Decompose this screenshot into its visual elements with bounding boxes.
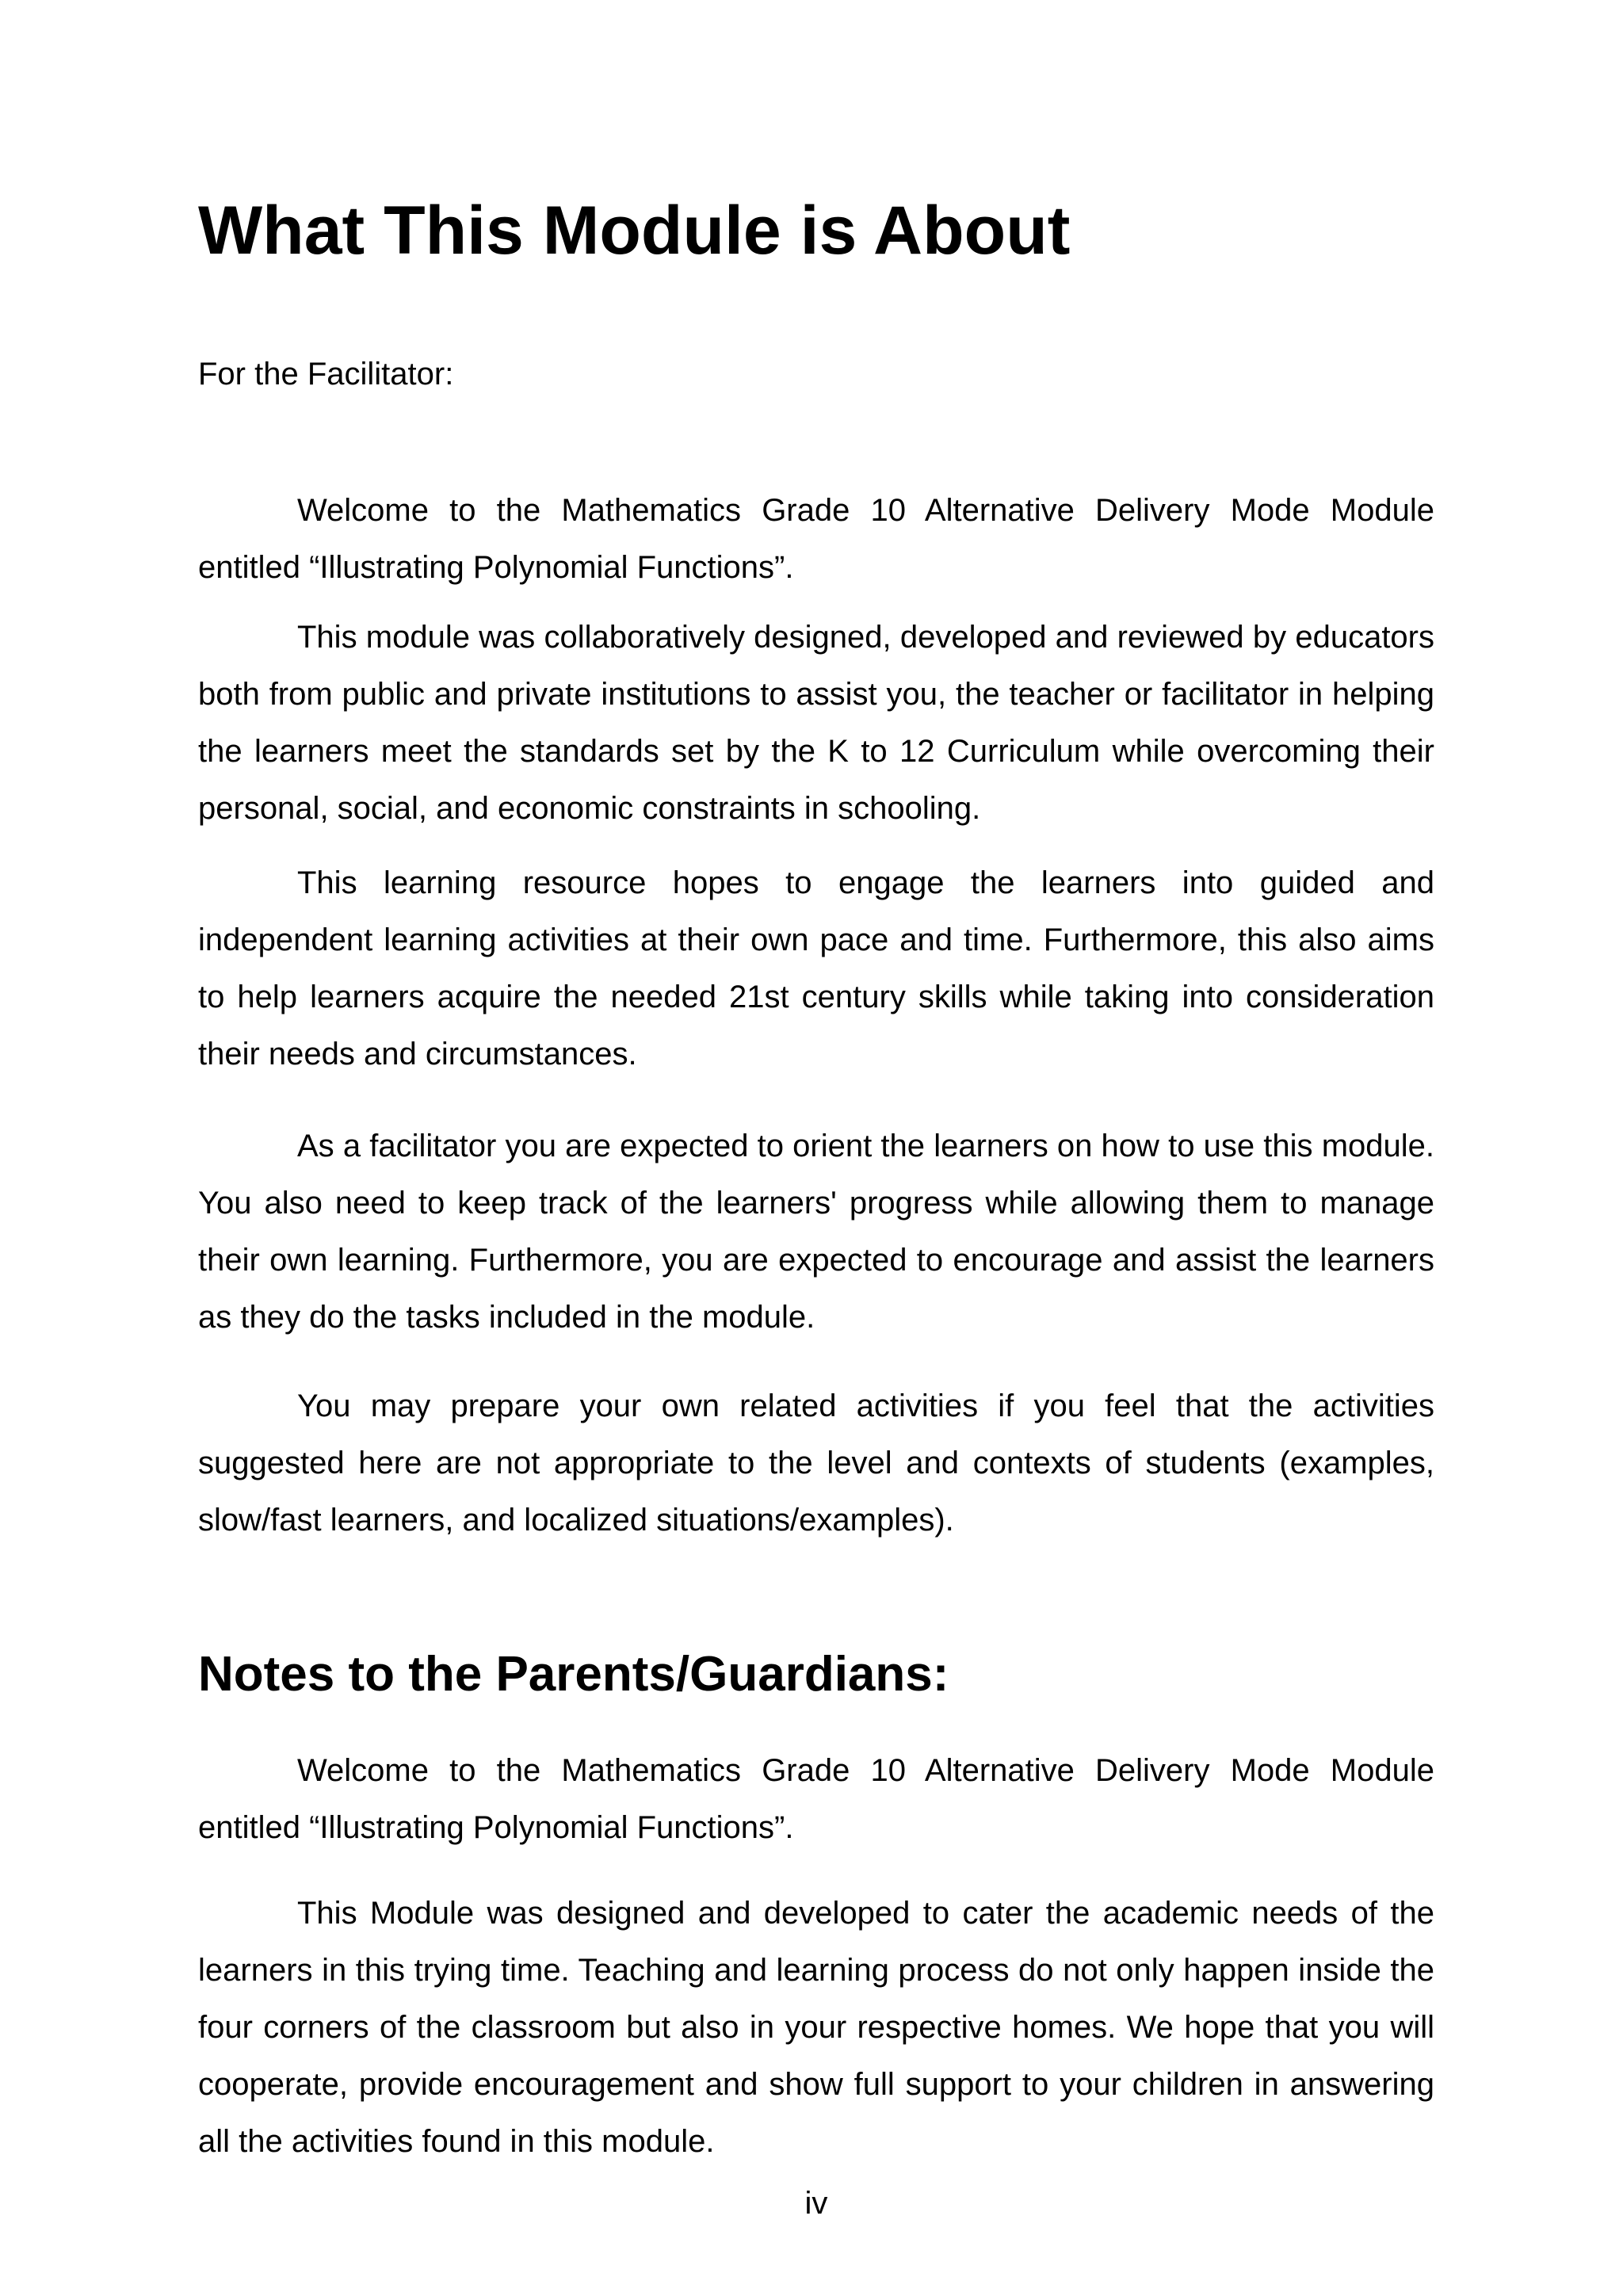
parents-paragraph-welcome: Welcome to the Mathematics Grade 10 Alternative Delivery Mode Module entitled “Illustrating Polynomial Functions”. — [198, 1753, 1434, 1845]
page-number: iv — [804, 2186, 828, 2221]
parents-section-title: Notes to the Parents/Guardians: — [198, 1647, 949, 1702]
facilitator-label: For the Facilitator: — [198, 357, 454, 392]
document-page — [198, 0, 1434, 2296]
facilitator-paragraph-activities: You may prepare your own related activities if you feel that the activities suggested here are not appropriate to the level and contexts of students (examples, slow/fast learners, and localized situations/examples). — [198, 1389, 1434, 1538]
parents-paragraph-support: This Module was designed and developed to cater the academic needs of the learners in this trying time. Teaching and learning process do not only happen inside the four corners of the classroom but also in your respective homes. We hope that you will cooperate, provide encouragement and show full support to your children in answering all the activities found in this module. — [198, 1896, 1434, 2159]
page-title: What This Module is About — [198, 193, 1071, 269]
facilitator-paragraph-welcome: Welcome to the Mathematics Grade 10 Alternative Delivery Mode Module entitled “Illustrating Polynomial Functions”. — [198, 493, 1434, 585]
facilitator-paragraph-resource: This learning resource hopes to engage the learners into guided and independent learning activities at their own pace and time. Furthermore, this also aims to help learners acquire the needed 21st century skills while taking into consideration their needs and circumstances. — [198, 865, 1434, 1072]
facilitator-paragraph-design: This module was collaboratively designed, developed and reviewed by educators both from public and private institutions to assist you, the teacher or facilitator in helping the learners meet the standards set by the K to 12 Curriculum while overcoming their personal, social, and economic constraints in schooling. — [198, 620, 1434, 826]
facilitator-paragraph-orientation: As a facilitator you are expected to orient the learners on how to use this module. You also need to keep track of the learners' progress while allowing them to manage their own learning. Furthermore, you are expected to encourage and assist the learners as they do the tasks included in the module. — [198, 1129, 1434, 1335]
